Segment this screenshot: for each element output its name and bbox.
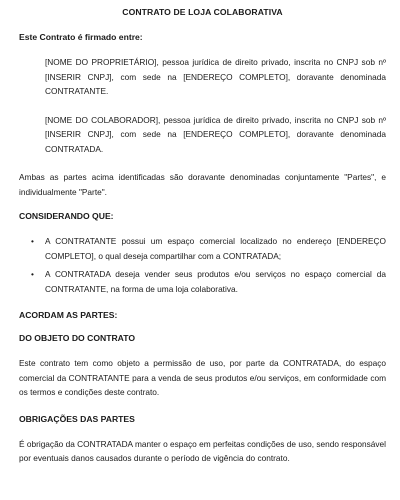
parties-definition-paragraph: Ambas as partes acima identificadas são doravante denominadas conjuntamente "Partes", e individualmente "Parte". — [19, 172, 386, 197]
bullet-icon: • — [31, 269, 34, 279]
obligations-heading: OBRIGAÇÕES DAS PARTES — [19, 413, 135, 424]
object-paragraph: Este contrato tem como objeto a permissão de uso, por parte da CONTRATADA, do espaço comercial da CONTRATANTE para a venda de seus produtos e/ou serviços, em conformidade com os termos e condições deste contrato. — [19, 358, 386, 397]
document-title: CONTRATO DE LOJA COLABORATIVA — [122, 7, 283, 17]
object-heading: DO OBJETO DO CONTRATO — [19, 333, 136, 343]
obligations-paragraph: É obrigação da CONTRATADA manter o espaço em perfeitas condições de uso, sendo responsável por eventuais danos causados durante o período de vigência do contrato. — [19, 438, 386, 463]
considering-list — [19, 234, 386, 296]
bullet-icon: • — [31, 236, 34, 246]
intro-heading: Este Contrato é firmado entre: — [19, 32, 143, 42]
considering-item — [19, 234, 386, 263]
party-collaborator-paragraph: [NOME DO COLABORADOR], pessoa jurídica de direito privado, inscrita no CNPJ sob nº [INSERIR CNPJ], com sede na [ENDEREÇO COMPLETO], doravante denominada CONTRATADA. — [45, 114, 386, 154]
considering-heading: CONSIDERANDO QUE: — [19, 211, 114, 221]
considering-item-text: A CONTRATADA deseja vender seus produtos e/ou serviços no espaço comercial da CONTRATANTE, na forma de uma loja colaborativa. — [45, 269, 386, 294]
considering-item — [19, 267, 386, 296]
party-owner-paragraph: [NOME DO PROPRIETÁRIO], pessoa jurídica de direito privado, inscrita no CNPJ sob nº [INSERIR CNPJ], com sede na [ENDEREÇO COMPLETO], doravante denominada CONTRATANTE. — [45, 57, 386, 96]
agreement-heading: ACORDAM AS PARTES: — [19, 310, 118, 320]
considering-item-text: A CONTRATANTE possui um espaço comercial localizado no endereço [ENDEREÇO COMPLETO], o qual deseja compartilhar com a CONTRATADA; — [45, 236, 386, 261]
